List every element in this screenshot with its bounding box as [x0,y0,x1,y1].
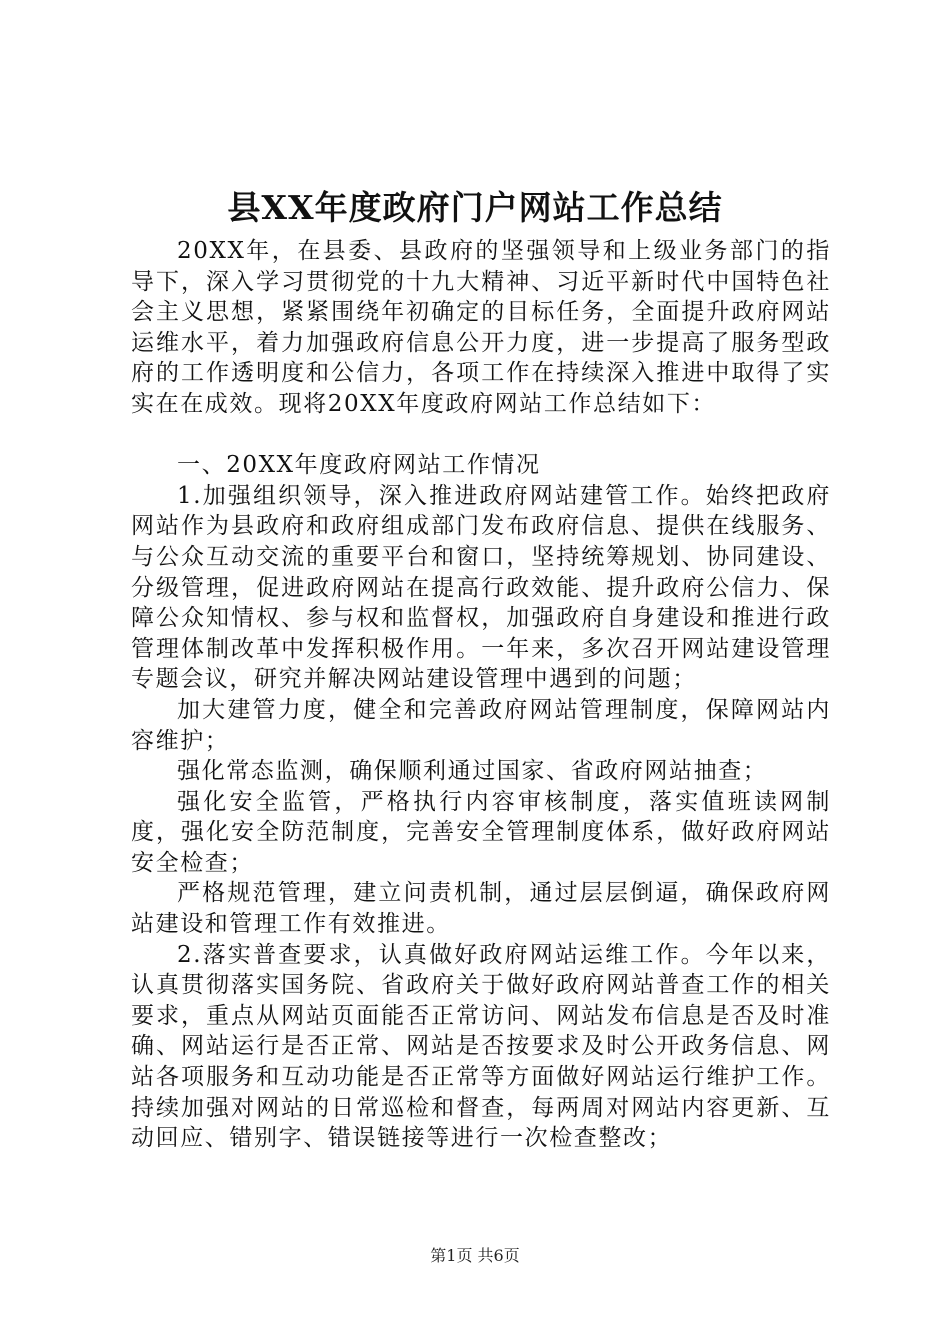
paragraph-item-2: 2.落实普查要求，认真做好政府网站运维工作。今年以来，认真贯彻落实国务院、省政府关于做好政府网站普查工作的相关要求，重点从网站页面能否正常访问、网站发布信息是否及时准确、网站运行是否正常、网站是否按要求及时公开政务信息、网站各项服务和互动功能是否正常等方面做好网站运行维护工作。持续加强对网站的日常巡检和督查，每两周对网站内容更新、互动回应、错别字、错误链接等进行一次检查整改； [131,941,831,1152]
paragraph-regulation: 严格规范管理，建立问责机制，通过层层倒逼，确保政府网站建设和管理工作有效推进。 [131,880,831,938]
paragraph-management: 加大建管力度，健全和完善政府网站管理制度，保障网站内容维护； [131,696,831,754]
document-title: 县XX年度政府门户网站工作总结 [227,188,723,227]
document-body [131,236,831,1154]
section-heading: 一、20XX年度政府网站工作情况 [177,452,541,479]
page-number: 第1页 共6页 [430,1246,520,1265]
paragraph-security: 强化安全监管，严格执行内容审核制度，落实值班读网制度，强化安全防范制度，完善安全管理制度体系，做好政府网站安全检查； [131,788,831,876]
paragraph-monitoring: 强化常态监测，确保顺利通过国家、省政府网站抽查； [177,758,768,785]
paragraph-intro: 20XX年，在县委、县政府的坚强领导和上级业务部门的指导下，深入学习贯彻党的十九大精神、习近平新时代中国特色社会主义思想，紧紧围绕年初确定的目标任务，全面提升政府网站运维水平，着力加强政府信息公开力度，进一步提高了服务型政府的工作透明度和公信力，各项工作在持续深入推进中取得了实实在在成效。现将20XX年度政府网站工作总结如下： [131,238,831,417]
paragraph-item-1: 1.加强组织领导，深入推进政府网站建管工作。始终把政府网站作为县政府和政府组成部门发布政府信息、提供在线服务、与公众互动交流的重要平台和窗口，坚持统筹规划、协同建设、分级管理，促进政府网站在提高行政效能、提升政府公信力、保障公众知情权、参与权和监督权，加强政府自身建设和推进行政管理体制改革中发挥积极作用。一年来，多次召开网站建设管理专题会议，研究并解决网站建设管理中遇到的问题； [131,482,831,693]
